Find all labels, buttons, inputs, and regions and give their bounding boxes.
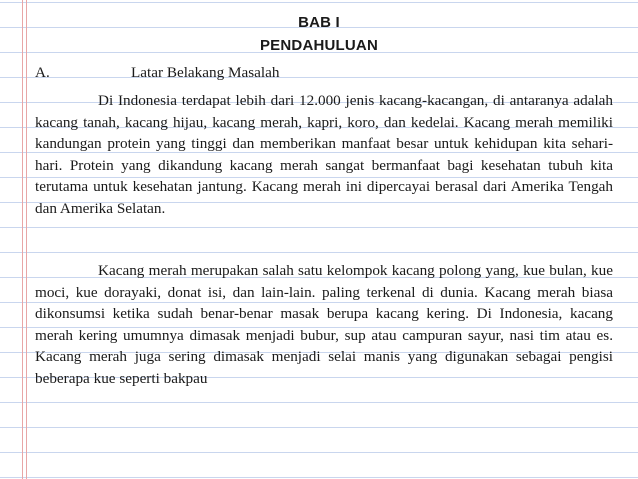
paragraph-2: Kacang merah merupakan salah satu kelompok kacang polong yang, kue bulan, kue moci, kue dorayaki, donat isi, dan lain-lain. paling terkenal di dunia. Kacang merah biasa dikonsumsi ketika sudah benar-benar masak berupa kacang kering. Di Indonesia, kacang merah kering umumnya dimasak menjadi bubur, sup atau campuran sayur, nasi tim atau es. Kacang merah juga sering dimasak menjadi selai manis yang digunakan sebagai pengisi beberapa kue seperti bakpau	[35, 262, 613, 387]
section-heading	[35, 62, 279, 84]
section-title: Latar Belakang Masalah	[131, 64, 280, 81]
chapter-title: PENDAHULUAN	[259, 37, 379, 54]
chapter-number: BAB I	[298, 14, 340, 31]
paragraph-1: Di Indonesia terdapat lebih dari 12.000 jenis kacang-kacangan, di antaranya adalah kacang tanah, kacang hijau, kacang merah, kapri, koro, dan kedelai. Kacang merah memiliki kandungan protein yang tinggi dan memberikan manfaat besar untuk kehidupan kita sehari-hari. Protein yang dikandung kacang merah sangat bermanfaat bagi kesehatan tubuh kita terutama untuk kesehatan jantung. Kacang merah ini dipercayai berasal dari Amerika Tengah dan Amerika Selatan.	[35, 92, 613, 217]
section-number: A.	[35, 64, 50, 81]
